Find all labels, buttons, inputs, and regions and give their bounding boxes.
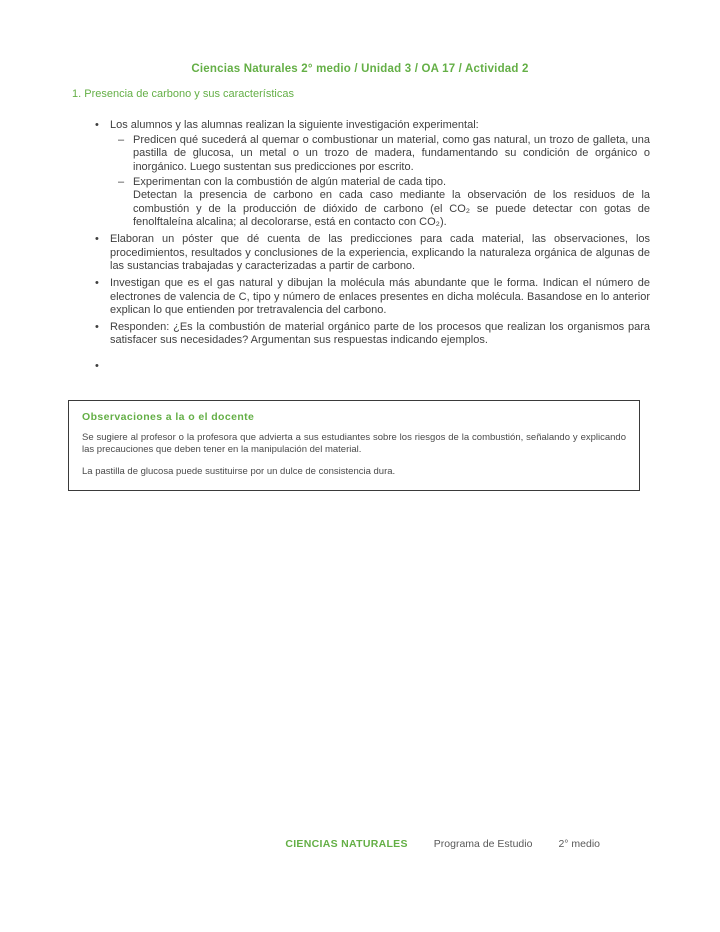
teacher-observations-paragraph: La pastilla de glucosa puede sustituirse por un dulce de consistencia dura. — [82, 465, 396, 477]
teacher-observations-title: Observaciones a la o el docente — [82, 411, 255, 423]
activity-text: Responden: ¿Es la combustión de material orgánico parte de los procesos que realizan los organismos para satisfacer sus necesidades? Argumentan sus respuestas indicando ejemplos. — [110, 320, 650, 347]
section-heading: 1. Presencia de carbono y sus características — [72, 88, 294, 100]
page-title: Ciencias Naturales 2° medio / Unidad 3 / OA 17 / Actividad 2 — [191, 63, 529, 75]
sub-activity-list — [110, 134, 650, 230]
list-item — [72, 119, 650, 230]
sub-list-item — [110, 176, 650, 231]
activity-text: Los alumnos y las alumnas realizan la siguiente investigación experimental: — [110, 119, 479, 131]
sub-activity-text: Experimentan con la combustión de algún material de cada tipo. — [133, 175, 447, 188]
footer-brand: CIENCIAS NATURALES — [285, 838, 408, 850]
activity-list — [72, 119, 650, 373]
list-item — [72, 360, 650, 373]
sub-list-item — [110, 134, 650, 175]
sub-activity-text: Predicen qué sucederá al quemar o combustionar un material, como gas natural, un trozo de galleta, una pastilla de glucosa, un metal o un trozo de madera, fundamentando su condición de orgánico o inorgánico. Luego sustentan sus predicciones por escrito. — [133, 133, 650, 173]
list-item — [72, 321, 650, 348]
teacher-observations-paragraph: Se sugiere al profesor o la profesora que advierta a sus estudiantes sobre los riesgos de la combustión, señalando y explicando las precauciones que deben tener en la manipulación del material. — [82, 432, 626, 456]
footer-grade-label: 2° medio — [558, 838, 600, 850]
sub-activity-detail: Detectan la presencia de carbono en cada caso mediante la observación de los residuos de la combustión y de la producción de dióxido de carbono (el CO₂ se puede detectar con gotas de fenolftaleína alcalina; al decolorarse, está en contacto con CO₂). — [133, 189, 650, 229]
list-item — [72, 233, 650, 274]
activity-content — [72, 119, 650, 376]
footer-program-label: Programa de Estudio — [433, 838, 533, 850]
activity-text: Investigan que es el gas natural y dibujan la molécula más abundante que le forma. Indican el número de electrones de valencia de C, tipo y número de enlaces presentes en dicha molécula. Basandose en lo anterior explican lo que entienden por tretravalencia del carbono. — [110, 276, 650, 317]
activity-text: Elaboran un póster que dé cuenta de las predicciones para cada material, las observaciones, los procedimientos, resultados y conclusiones de la experiencia, explicando la naturaleza orgánica de algunas de las sustancias trabajadas y caracterizadas a partir de carbono. — [110, 233, 650, 273]
list-item — [72, 277, 650, 318]
page-footer — [285, 838, 600, 850]
teacher-observations-box — [68, 400, 640, 491]
